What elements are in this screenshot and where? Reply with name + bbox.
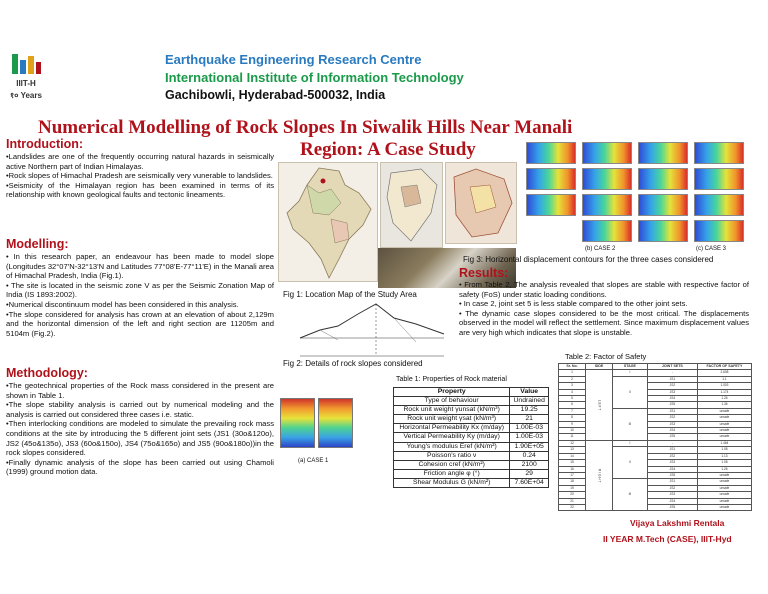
table-row: Poisson's ratio ν 0.24 — [394, 451, 549, 460]
org-line-3: Gachibowli, Hyderabad-500032, India — [165, 88, 386, 102]
table2-header: SIDE — [586, 364, 613, 370]
contour-plot — [280, 398, 315, 448]
table-row: 3 JS2 1.003 — [559, 383, 752, 389]
methodology-point: •The slope stability analysis is carried out by numerical modeling and the analysis is carried out considered three cases i.e. static. — [6, 400, 274, 419]
contour-plot — [526, 142, 576, 164]
table-row: Shear Modulus G (kN/m²) 7.60E+04 — [394, 478, 549, 487]
table-row: 9 JS3 unsafe — [559, 421, 752, 427]
case2-label: (b) CASE 2 — [585, 246, 616, 252]
table2-stage: II — [613, 376, 648, 408]
table-row: 16 JS4 1.26 — [559, 466, 752, 472]
district-map-figure — [445, 162, 517, 244]
case1-label: (a) CASE 1 — [298, 458, 329, 464]
table2-side: L E F T — [586, 370, 613, 440]
table-row: 15 JS3 1.08 — [559, 460, 752, 466]
contour-plot — [526, 194, 576, 216]
intro-point: •Seismicity of the Himalayan region has been examined in terms of its relationship with known geological faults and tectonic lineaments. — [6, 180, 274, 200]
table-row: 5 JS4 1.26 — [559, 396, 752, 402]
table-row: Rock unit weight γunsat (kN/m³) 19.25 — [394, 406, 549, 415]
contour-plot — [638, 142, 688, 164]
table2-stage: I — [613, 440, 648, 446]
table1-header-property: Property — [394, 388, 510, 397]
table2-header: Sr. No. — [559, 364, 586, 370]
table2-stage: I — [613, 370, 648, 376]
contour-plot — [582, 194, 632, 216]
contour-plot — [638, 194, 688, 216]
org-line-1: Earthquake Engineering Research Centre — [165, 52, 422, 67]
table2-stage: II — [613, 447, 648, 479]
intro-point: •Landslides are one of the frequently occurring natural hazards in seismically active Northern part of Indian Himalayas. — [6, 152, 274, 171]
table-row: Type of behaviour Undrained — [394, 397, 549, 406]
institute-logo — [8, 52, 44, 104]
himachal-map-figure — [380, 162, 443, 248]
india-map-figure — [278, 162, 378, 282]
table-row: 2 II JS1 1.1 — [559, 376, 752, 382]
table-row: 19 JS2 unsafe — [559, 485, 752, 491]
table2-caption: Table 2: Factor of Safety — [565, 352, 647, 361]
table-row: 13 II JS1 1.08 — [559, 447, 752, 453]
case3-label: (c) CASE 3 — [696, 246, 727, 252]
contour-plot — [526, 168, 576, 190]
table2-header: JOINT SETS — [647, 364, 697, 370]
fig3-caption: Fig 3: Horizontal displacement contours for the three cases considered — [463, 255, 714, 264]
results-heading: Results: — [459, 266, 509, 280]
contour-plot — [582, 142, 632, 164]
modelling-point: • In this research paper, an endeavour has been made to model slope (Longitudes 32°07'N-32°13'N and Latitudes 77°08'E-77°11'E) in the Manali area of Himachal Pradesh, India (Fig.1). — [6, 252, 274, 281]
org-line-2: International Institute of Information Technology — [165, 70, 464, 85]
table-row: 1 L E F T I - 2.608 — [559, 370, 752, 376]
author-name: Vijaya Lakshmi Rentala — [630, 518, 725, 528]
factor-of-safety-table — [558, 363, 752, 511]
table-row: 20 JS3 unsafe — [559, 492, 752, 498]
displacement-contours-figure — [522, 140, 750, 250]
author-affiliation: II YEAR M.Tech (CASE), IIIT-Hyd — [603, 534, 732, 544]
poster-title-line-2: Region: A Case Study — [300, 139, 476, 160]
results-point: • From Table 2, The analysis revealed that slopes are stable with respective factor of safety (FoS) under static loading conditions. — [459, 280, 749, 299]
case1-figure — [280, 398, 355, 456]
modelling-point: •The slope considered for analysis has crown at an elevation of about 2,129m and the horizontal dimension of the left and right section are 11205m and 5104m (Fig.2). — [6, 309, 274, 338]
contour-plot — [694, 194, 744, 216]
table-row: 7 III JS1 unsafe — [559, 408, 752, 414]
table-row: Young's modulus Eref (kN/m²) 1.90E+05 — [394, 442, 549, 451]
table2-header: STAGE — [613, 364, 648, 370]
contour-plot — [638, 168, 688, 190]
modelling-text — [6, 252, 274, 338]
contour-plot — [694, 220, 744, 242]
table-row: Cohesion cref (kN/m²) 2100 — [394, 460, 549, 469]
table2-header: FACTOR OF SAFETY — [697, 364, 751, 370]
methodology-text — [6, 381, 274, 477]
modelling-heading: Modelling: — [6, 237, 69, 251]
contour-plot — [582, 168, 632, 190]
modelling-point: •Numerical discontinuum model has been considered in this analysis. — [6, 299, 239, 309]
table-row: 6 JS5 1.36 — [559, 402, 752, 408]
fig1-caption: Fig 1: Location Map of the Study Area — [283, 290, 417, 299]
contour-plot — [582, 220, 632, 242]
table-row: 21 JS4 unsafe — [559, 498, 752, 504]
table-row: 18 III JS1 unsafe — [559, 479, 752, 485]
table2-stage: III — [613, 408, 648, 440]
table-row: 12 R I G H T I - 1.464 — [559, 440, 752, 446]
fig2-caption: Fig 2: Details of rock slopes considered — [283, 359, 423, 368]
introduction-text — [6, 152, 274, 200]
introduction-heading: Introduction: — [6, 137, 84, 151]
intro-point: •Rock slopes of Himachal Pradesh are seismically very vunerable to landslides. — [6, 171, 273, 181]
methodology-point: •Then interlocking conditions are modeled to simulate the prevailing rock mass conditions at the site by introducing the 5 different joint sets (JS1 (30o&120o), JS2 (45o&135o), JS3 (60o&150o), JS4 (75o&165o) and JS5 (90o&180o))in the rock slopes considered. — [6, 419, 274, 458]
table-row: Rock unit weight γsat (kN/m³) 21 — [394, 415, 549, 424]
table1-header-value: Value — [510, 388, 549, 397]
table-row: Friction angle φ (°) 29 — [394, 469, 549, 478]
table-row: 22 JS5 unsafe — [559, 504, 752, 510]
results-point: • In case 2, joint set 5 is less stable compared to the other joint sets. — [459, 299, 688, 309]
slope-section-figure — [298, 300, 446, 360]
logo-text: IIIT-H — [16, 79, 36, 88]
table-row: 14 JS2 1.13 — [559, 453, 752, 459]
table-row: 10 JS4 unsafe — [559, 428, 752, 434]
table-row: Vertical Permeability Ky (m/day) 1.00E-03 — [394, 433, 549, 442]
table1-caption: Table 1: Properties of Rock material — [396, 376, 507, 383]
table2-body — [559, 370, 752, 511]
table-row: 11 JS5 unsafe — [559, 434, 752, 440]
results-point: • The dynamic case slopes considered to be the most critical. The displacements observed in the model will reflect the settlement. Since maximum displacement values are very high which indicates that slope is unstable. — [459, 308, 749, 337]
table-row: Horizontal Permeability Kx (m/day) 1.00E-03 — [394, 424, 549, 433]
contour-plot — [694, 142, 744, 164]
table-row: 17 JS5 unsafe — [559, 472, 752, 478]
table2-side: R I G H T — [586, 440, 613, 510]
table-row: 8 JS2 unsafe — [559, 415, 752, 421]
results-text — [459, 280, 749, 338]
methodology-heading: Methodology: — [6, 366, 88, 380]
contour-plot — [318, 398, 353, 448]
contour-plot — [638, 220, 688, 242]
modelling-point: • The site is located in the seismic zone V as per the Seismic Zonation Map of India (IS 1893:2002). — [6, 280, 274, 300]
poster-title-line-1: Numerical Modelling of Rock Slopes In Siwalik Hills Near Manali — [38, 117, 573, 138]
rock-properties-table — [393, 387, 549, 488]
methodology-point: •The geotechnical properties of the Rock mass considered in the present are shown in Table 1. — [6, 381, 274, 400]
logo-years: १० Years — [10, 91, 42, 100]
table-row: 4 JS3 1.174 — [559, 389, 752, 395]
methodology-point: •Finally dynamic analysis of the slope has been carried out using Chamoli (1999) ground motion data. — [6, 457, 274, 477]
contour-plot — [694, 168, 744, 190]
table2-stage: III — [613, 479, 648, 511]
